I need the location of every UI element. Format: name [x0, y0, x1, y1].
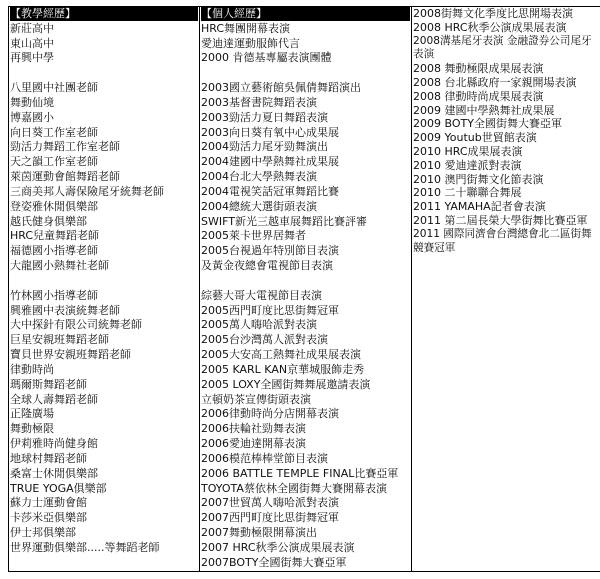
teaching-item: 寶貝世界安親班舞蹈老師: [10, 348, 131, 362]
later-item: 2008 台北縣政府一家親開場表演: [413, 75, 577, 89]
personal-item: 2004台北大學熱舞表演: [201, 170, 317, 184]
teaching-item: 八里國中社團老師: [10, 81, 98, 95]
teaching-item: 向日葵工作室老師: [10, 125, 98, 139]
spacer: [201, 274, 410, 288]
teaching-item: 三商美邦人壽保險尾牙統舞老師: [10, 184, 164, 198]
personal-item: 2007世貿萬人嗨哈派對表演: [201, 496, 339, 510]
personal-item: 2005萬人嗨哈派對表演: [201, 318, 317, 332]
teaching-item: 登姿雅休閒俱樂部: [10, 199, 98, 213]
personal-item: 2005台視過年特別節目表演: [201, 244, 339, 258]
teaching-item: TRUE YOGA俱樂部: [10, 481, 107, 495]
later-item: 2010 愛迪達派對表演: [413, 158, 522, 172]
teaching-header: 【教學經歷】: [10, 7, 198, 21]
personal-item: 2007西門町度比思街舞冠軍: [201, 511, 339, 525]
teaching-item: 律動時尚: [10, 362, 54, 376]
later-item: 2008 舞動極限成果展表演: [413, 62, 544, 76]
personal-item: 2005大安高工熱舞社成果展表演: [201, 348, 361, 362]
teaching-item: 伊士邦俱樂部: [10, 525, 76, 539]
teaching-item: 瑪爾斯舞蹈老師: [10, 377, 87, 391]
teaching-item: 博嘉國小: [10, 110, 54, 124]
later-item: 2010 澳門街舞文化節表演: [413, 172, 544, 186]
teaching-item: 伊莉雅時尚健身館: [10, 437, 98, 451]
personal-item: 2004電視笑話冠軍舞蹈比賽: [201, 184, 339, 198]
teaching-item: 新莊高中: [10, 21, 54, 35]
personal-item: 2006扶輪社勁舞表演: [201, 422, 306, 436]
personal-item: 2004總統大選街頭表演: [201, 199, 317, 213]
later-item: 2009 BOTY全國街舞大賽亞軍: [413, 117, 562, 131]
personal-item: 2006律動時尚分店開幕表演: [201, 407, 339, 421]
personal-item: 2005台沙灣萬人派對表演: [201, 333, 328, 347]
later-item: 2009 建國中學熱舞社成果展: [413, 103, 555, 117]
later-item: 2008 HRC秋季公演成果展表演: [413, 20, 567, 34]
personal-item: 愛迪達運動服飾代言: [201, 36, 300, 50]
later-item: 2008溝基尾牙表演 金融證券公司尾牙表演: [413, 34, 592, 61]
personal-item: SWIFT新光三越車展舞蹈比賽評審: [201, 214, 367, 228]
personal-item: 2005 KARL KAN京華城服飾走秀: [201, 362, 365, 376]
teaching-item: 地球村舞蹈老師: [10, 451, 87, 465]
spacer: [10, 274, 198, 288]
later-item: 2008 律動時尚成果展表演: [413, 89, 544, 103]
spacer: [10, 556, 198, 570]
personal-item: 2003勁活力夏日舞蹈表演: [201, 110, 328, 124]
personal-item: 2005萊卡世界居舞者: [201, 229, 306, 243]
personal-experience-column: [200, 7, 412, 572]
teaching-item: 越氏健身俱樂部: [10, 214, 87, 228]
personal-item: 2003國立藝術館吳佩倩舞蹈演出: [201, 81, 361, 95]
teaching-experience-column: [9, 7, 200, 572]
personal-header: 【個人經歷】: [201, 7, 410, 21]
personal-item: 2003向日葵有氧中心成果展: [201, 125, 339, 139]
personal-item: 綜藝大哥大電視節目表演: [201, 288, 322, 302]
spacer: [10, 66, 198, 80]
personal-item: 立頓奶茶宣傳街頭表演: [201, 392, 311, 406]
personal-item: 2007BOTY全國街舞大賽亞軍: [201, 555, 347, 569]
teaching-item: 再興中學: [10, 51, 54, 65]
teaching-item: 福德國小指導老師: [10, 244, 98, 258]
personal-item: TOYOTA蔡依林全國街舞大賽開幕表演: [201, 481, 387, 495]
teaching-item: 卡莎米亞俱樂部: [10, 511, 87, 525]
later-item: 2011 國際同濟會台灣總會北二區街舞競賽冠軍: [413, 227, 592, 254]
personal-item: 2006愛迪達開幕表演: [201, 437, 306, 451]
personal-item: 2006模范棒棒堂節目表演: [201, 451, 328, 465]
teaching-item: 蘇力士運動會館: [10, 496, 87, 510]
teaching-item: HRC兒童舞蹈老師: [10, 229, 100, 243]
teaching-item: 興雅國中表演統舞老師: [10, 303, 120, 317]
teaching-item: 萊茵運動會館舞蹈老師: [10, 170, 120, 184]
personal-item: 2000 肯德基專屬表演團體: [201, 51, 332, 65]
teaching-item: 竹林國小指導老師: [10, 288, 98, 302]
personal-item: 2005西門町度比思街舞冠軍: [201, 303, 339, 317]
later-item: 2011 YAMAHA記者會表演: [413, 200, 546, 214]
personal-item: 2004勁活力尾牙勁舞演出: [201, 140, 328, 154]
later-item: 2010 二十聯聯合舞展: [413, 186, 522, 200]
personal-item: 2006 BATTLE TEMPLE FINAL比賽亞軍: [201, 466, 399, 480]
teaching-item: 世界運動俱樂部.....等舞蹈老師: [10, 540, 160, 554]
later-item: 2010 HRC成果展表演: [413, 144, 523, 158]
table-row: [9, 7, 600, 572]
teaching-item: 天之韻工作室老師: [10, 155, 98, 169]
teaching-item: 勁活力舞蹈工作室老師: [10, 140, 120, 154]
teaching-item: 桑富士休閒俱樂部: [10, 466, 98, 480]
later-experience-column: [412, 7, 600, 572]
teaching-item: 大中探針有限公司統舞老師: [10, 318, 142, 332]
spacer: [201, 66, 410, 80]
teaching-item: 東山高中: [10, 36, 54, 50]
personal-item: HRC舞團開幕表演: [201, 21, 291, 35]
personal-item: 2007 HRC秋季公演成果展表演: [201, 540, 355, 554]
teaching-item: 舞動仙境: [10, 95, 54, 109]
later-item: 2009 Youtub世貿館表演: [413, 131, 537, 145]
teaching-item: 巨星安親班舞蹈老師: [10, 333, 109, 347]
personal-item: 2007舞動極限開幕演出: [201, 525, 317, 539]
teaching-item: 全球人壽舞蹈老師: [10, 392, 98, 406]
teaching-item: 正隆廣場: [10, 407, 54, 421]
later-item: 2008街舞文化季度比思開場表演: [413, 7, 573, 20]
teaching-item: 舞動極限: [10, 422, 54, 436]
later-item: 2011 第二屆長榮大學街舞比賽亞軍: [413, 213, 588, 227]
personal-item: 2003基督書院舞蹈表演: [201, 95, 317, 109]
experience-table: [8, 6, 600, 572]
personal-item: 2005 LOXY全國街舞舞展邀請表演: [201, 377, 371, 391]
personal-item: 2004建國中學熱舞社成果展: [201, 155, 339, 169]
personal-item: 及黃金夜總會電視節目表演: [201, 259, 333, 273]
teaching-item: 大龍國小熱舞社老師: [10, 259, 109, 273]
